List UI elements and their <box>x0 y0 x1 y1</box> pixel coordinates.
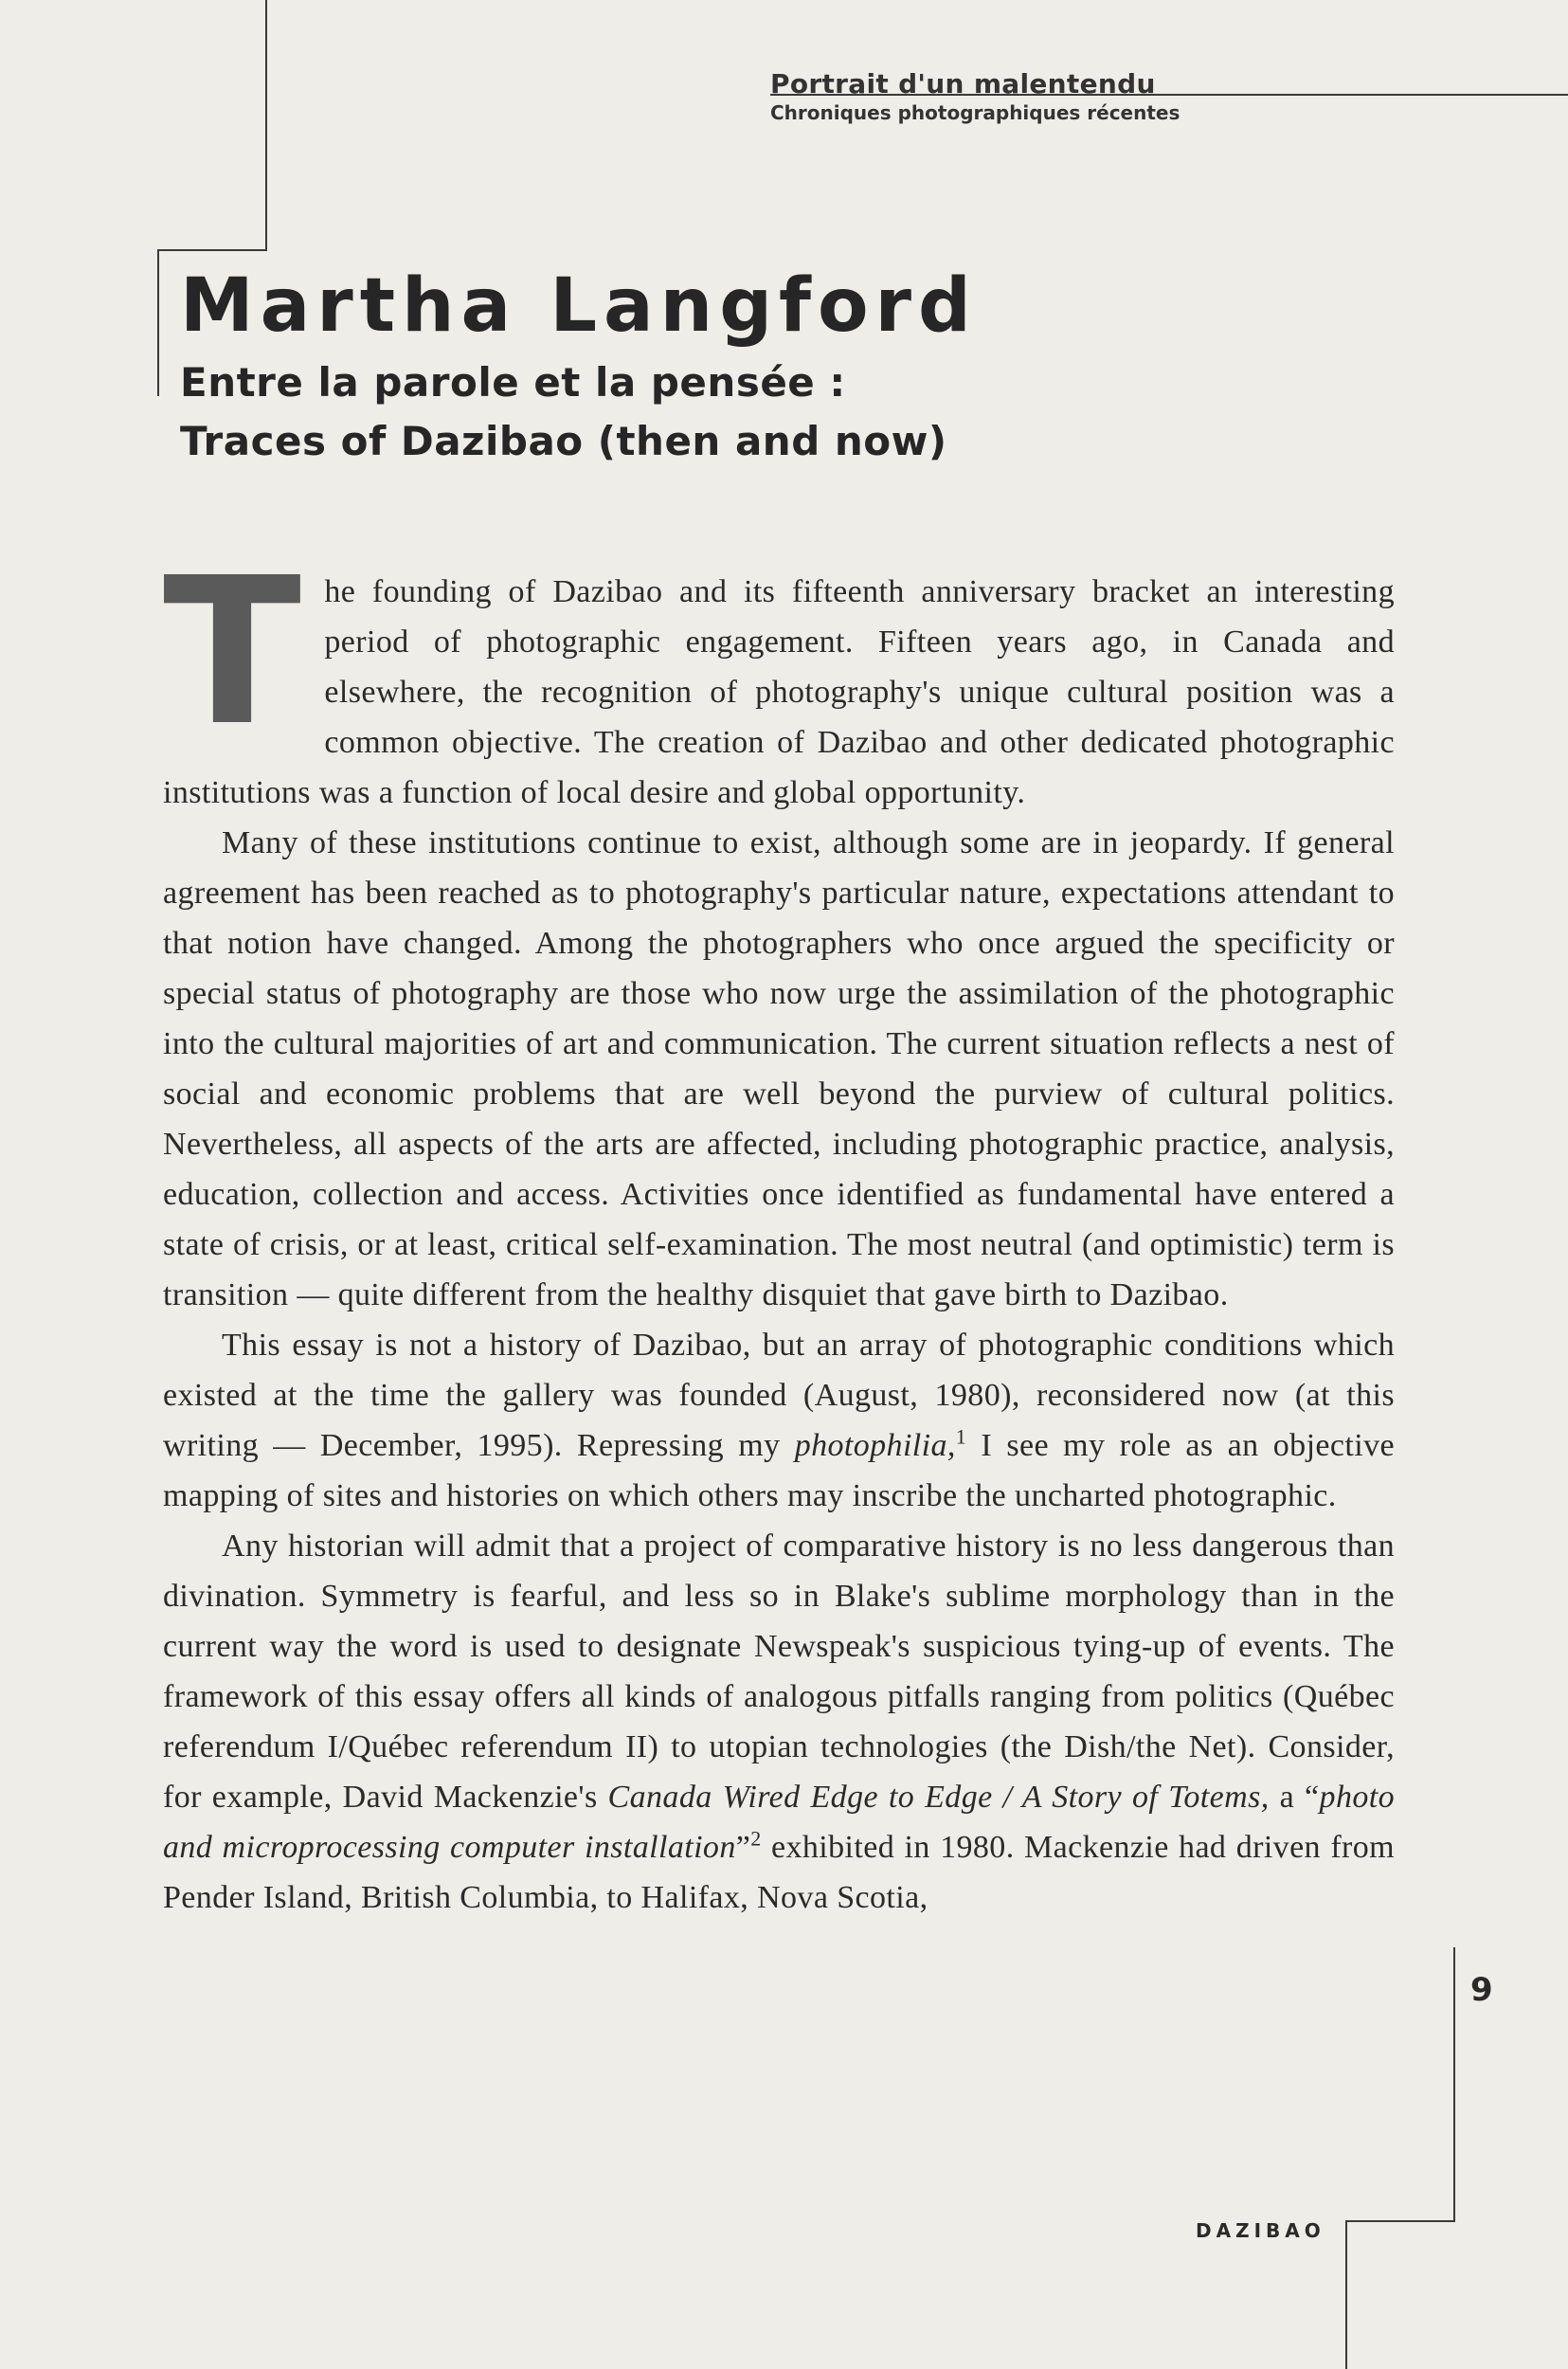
paragraph-4-italic-title: Canada Wired Edge to Edge / A Story of Totems, <box>607 1780 1270 1815</box>
article-title <box>180 353 947 471</box>
frame-rule-bottom-horizontal <box>1345 2220 1455 2222</box>
footnote-ref-1: 1 <box>955 1424 967 1449</box>
paragraph-1-text: he founding of Dazibao and its fifteenth anniversary bracket an interesting period of photographic engagement. Fifteen years ago, in Canada and elsewhere, the recognition of photography's unique cultural position was a common objective. The creation of Dazibao and other dedicated photographic institutions was a function of local desire and global opportunity. <box>163 574 1395 810</box>
frame-rule-top-horizontal <box>157 249 267 251</box>
paragraph-1 <box>163 534 1395 818</box>
article-title-line1: Entre la parole et la pensée : <box>180 359 846 406</box>
article-body <box>163 534 1396 1923</box>
article-title-line2: Traces of Dazibao (then and now) <box>180 418 947 464</box>
paragraph-3-italic: photophilia, <box>794 1428 956 1463</box>
paragraph-2: Many of these institutions continue to exist, although some are in jeopardy. If general agreement has been reached as to photography's particular nature, expectations attendant to that notion have changed. Among the photographers who once argued the specificity or special status of photography are those who now urge the assimilation of the photographic into the cultural majorities of art and communication. The current situation reflects a nest of social and economic problems that are well beyond the purview of cultural politics. Nevertheless, all aspects of the arts are affected, including photographic practice, analysis, education, collection and access. Activities once identified as fundamental have entered a state of crisis, or at least, critical self-examination. The most neutral (and optimistic) term is transition — quite different from the healthy disquiet that gave birth to Dazibao. <box>163 825 1395 1312</box>
frame-rule-title-vertical <box>157 249 159 396</box>
paragraph-4-text-a: Any historian will admit that a project of comparative history is no less dangerous than divination. Symmetry is fearful, and less so in Blake's sublime morphology than in the current way the word is used to designate Newspeak's suspicious tying-up of events. The framework of this essay offers all kinds of analogous pitfalls ranging from politics (Québec referendum I/Québec referendum II) to utopian technologies (the Dish/the Net). Consider, for example, David Mackenzie's <box>163 1528 1395 1815</box>
footer-journal-name: DAZIBAO <box>1196 2219 1325 2242</box>
paragraph-3 <box>163 1320 1395 1521</box>
running-head-subtitle: Chroniques photographiques récentes <box>770 101 1181 124</box>
frame-rule-bottom-vertical <box>1345 2220 1347 2369</box>
article-author: Martha Langford <box>180 263 978 349</box>
paragraph-4 <box>163 1521 1395 1923</box>
running-head-title: Portrait d'un malentendu <box>770 68 1156 99</box>
frame-rule-top-vertical <box>265 0 267 250</box>
running-head <box>770 68 1180 125</box>
paragraph-4-text-c: ” <box>735 1830 751 1865</box>
footnote-ref-2: 2 <box>750 1826 762 1851</box>
paragraph-4-text-d: exhibited in 1980. Mackenzie had driven from Pender Island, British Columbia, to Halifax, Nova Scotia, <box>163 1830 1396 1915</box>
paragraph-4-italic-quote: photo and microprocessing computer installation <box>163 1780 1395 1865</box>
frame-rule-margin-vertical <box>1453 1947 1455 2222</box>
paragraph-3-text-b: I see my role as an objective mapping of sites and histories on which others may inscribe the uncharted photographic. <box>163 1428 1395 1513</box>
paragraph-4-text-b: a “ <box>1269 1780 1320 1815</box>
drop-cap: T <box>163 534 302 770</box>
page-number: 9 <box>1470 1971 1493 2009</box>
paragraph-3-text-a: This essay is not a history of Dazibao, but an array of photographic conditions which existed at the time the gallery was founded (August, 1980), reconsidered now (at this writing — December, 1995). Repressing my <box>163 1328 1395 1463</box>
